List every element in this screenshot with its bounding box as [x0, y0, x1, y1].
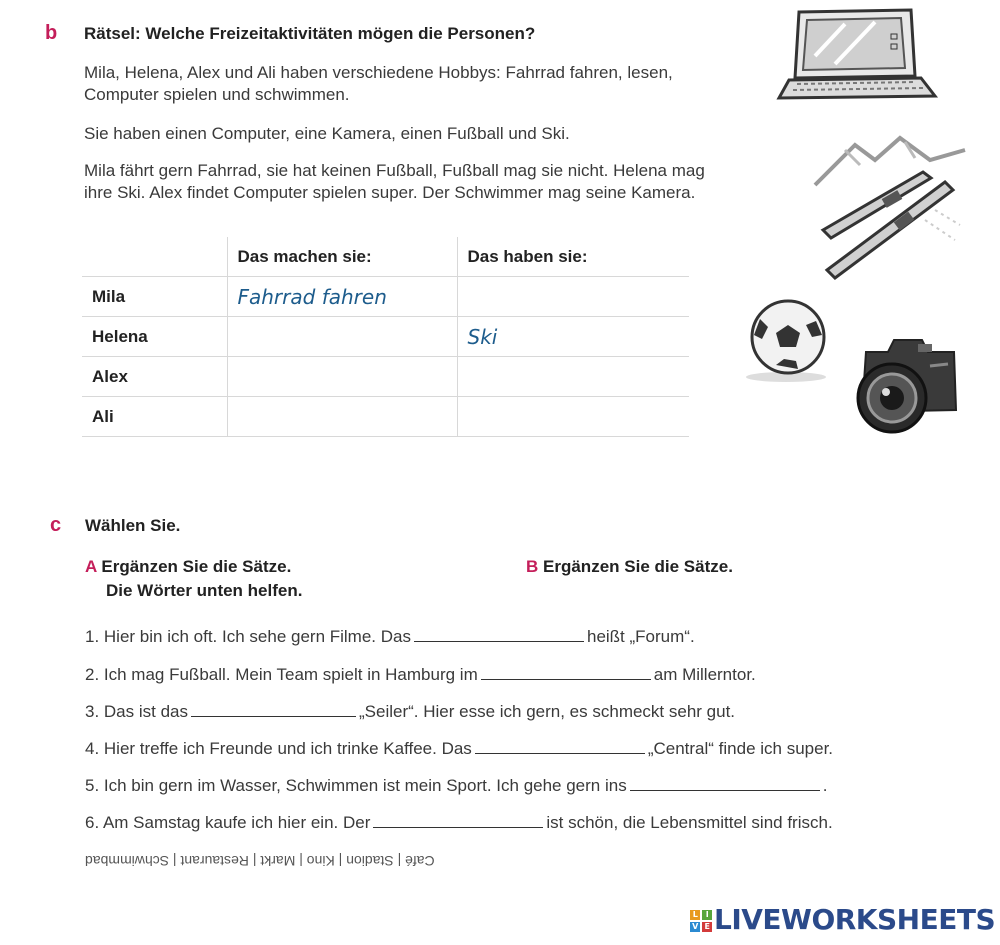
- football-illustration: [740, 295, 832, 385]
- logo-letter: L: [690, 910, 700, 920]
- brand-name: LIVEWORKSHEETS: [714, 903, 996, 936]
- sentence-3: [85, 702, 735, 722]
- sentence-text-after: heißt „Forum“.: [586, 627, 695, 646]
- sentence-5: [85, 776, 827, 796]
- answer-activity-field[interactable]: Fahrrad fahren: [227, 277, 457, 317]
- section-c-letter: c: [50, 514, 62, 536]
- option-a-letter: A: [85, 557, 97, 576]
- answer-item-field[interactable]: [457, 277, 689, 317]
- row-name: Mila: [82, 277, 227, 317]
- paragraph-clues: Mila fährt gern Fahrrad, sie hat keinen Fußball, Fußball mag sie nicht. Helena mag ihre Ski. Alex findet Computer spielen super. Der Schwimmer mag seine Kamera.: [84, 161, 705, 202]
- table-row: [82, 397, 689, 437]
- sentence-6: [85, 813, 833, 833]
- sentence-text-after: „Central“ finde ich super.: [647, 739, 834, 758]
- section-b-letter: b: [45, 22, 58, 44]
- logo-letter: E: [702, 922, 712, 932]
- blank-input[interactable]: [481, 665, 651, 680]
- table-header-row: [82, 237, 689, 277]
- option-b: [526, 555, 733, 579]
- sentence-4: [85, 739, 833, 759]
- row-name: Ali: [82, 397, 227, 437]
- answer-activity-field[interactable]: [227, 357, 457, 397]
- sentence-text-before: 1. Hier bin ich oft. Ich sehe gern Filme. Das: [85, 627, 411, 646]
- ski-illustration: [805, 130, 970, 290]
- logo-icon: [690, 910, 712, 932]
- sentence-2: [85, 665, 756, 685]
- answer-activity-field[interactable]: [227, 317, 457, 357]
- blank-input[interactable]: [373, 813, 543, 828]
- blank-input[interactable]: [475, 739, 645, 754]
- section-c-title: Wählen Sie.: [85, 516, 181, 535]
- option-b-line1: Ergänzen Sie die Sätze.: [543, 557, 733, 576]
- sentence-text-before: 4. Hier treffe ich Freunde und ich trinke Kaffee. Das: [85, 739, 472, 758]
- table-row: [82, 357, 689, 397]
- sentence-text-after: .: [822, 776, 828, 795]
- logo-letter: I: [702, 910, 712, 920]
- sentence-text-before: 6. Am Samstag kaufe ich hier ein. Der: [85, 813, 371, 832]
- sentence-text-before: 5. Ich bin gern im Wasser, Schwimmen ist mein Sport. Ich gehe gern ins: [85, 776, 627, 795]
- laptop-illustration: [775, 6, 950, 108]
- answer-item-field[interactable]: Ski: [457, 317, 689, 357]
- answer-item-field[interactable]: [457, 357, 689, 397]
- sentence-text-before: 2. Ich mag Fußball. Mein Team spielt in Hamburg im: [85, 665, 478, 684]
- table-row: [82, 317, 689, 357]
- liveworksheets-logo: [690, 903, 995, 936]
- table-header-activity: Das machen sie:: [227, 237, 457, 277]
- option-b-letter: B: [526, 557, 539, 576]
- row-name: Helena: [82, 317, 227, 357]
- section-b-title: Rätsel: Welche Freizeitaktivitäten mögen die Personen?: [84, 24, 536, 43]
- sentence-text-after: am Millerntor.: [653, 665, 756, 684]
- table-header-blank: [82, 237, 227, 277]
- paragraph-hobbies: Mila, Helena, Alex und Ali haben verschiedene Hobbys: Fahrrad fahren, lesen, Computer spielen und schwimmen.: [84, 63, 673, 104]
- sentence-text-after: ist schön, die Lebensmittel sind frisch.: [546, 813, 833, 832]
- sentence-text-before: 3. Das ist das: [85, 702, 188, 721]
- paragraph-items: Sie haben einen Computer, eine Kamera, einen Fußball und Ski.: [84, 124, 570, 143]
- word-bank: Café | Stadion | Kino | Markt | Restaurant | Schwimmbad: [85, 853, 435, 869]
- sentence-1: [85, 627, 695, 647]
- row-name: Alex: [82, 357, 227, 397]
- option-a: [85, 555, 302, 603]
- blank-input[interactable]: [630, 776, 820, 791]
- option-a-line2: Die Wörter unten helfen.: [106, 581, 303, 600]
- puzzle-table: [82, 237, 689, 437]
- blank-input[interactable]: [191, 702, 356, 717]
- logo-letter: V: [690, 922, 700, 932]
- answer-activity-field[interactable]: [227, 397, 457, 437]
- answer-item-field[interactable]: [457, 397, 689, 437]
- blank-input[interactable]: [414, 627, 584, 642]
- option-a-line1: Ergänzen Sie die Sätze.: [101, 557, 292, 576]
- sentence-text-after: „Seiler“. Hier esse ich gern, es schmeckt sehr gut.: [359, 702, 736, 721]
- table-row: [82, 277, 689, 317]
- camera-illustration: [848, 330, 963, 438]
- table-header-item: Das haben sie:: [457, 237, 689, 277]
